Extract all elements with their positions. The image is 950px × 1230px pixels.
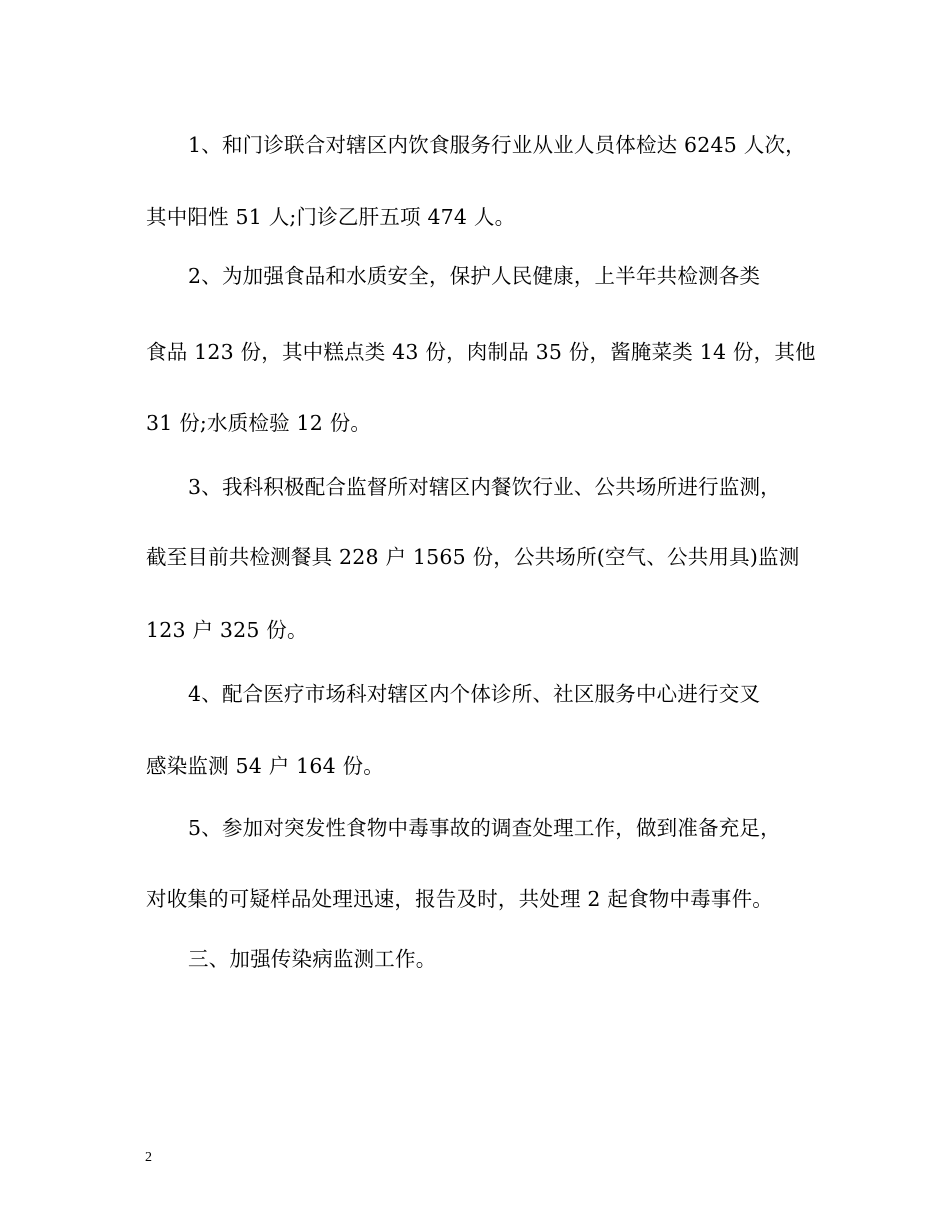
paragraph-1-line-2: 其中阳性 51 人;门诊乙肝五项 474 人。 xyxy=(146,205,516,229)
page-number: 2 xyxy=(145,1150,152,1165)
paragraph-5-line-2: 对收集的可疑样品处理迅速，报告及时，共处理 2 起食物中毒事件。 xyxy=(146,887,773,911)
paragraph-2-line-3: 31 份;水质检验 12 份。 xyxy=(146,411,372,435)
section-heading: 三、加强传染病监测工作。 xyxy=(188,947,437,971)
paragraph-3-line-3: 123 户 325 份。 xyxy=(146,618,308,642)
paragraph-3-line-2: 截至目前共检测餐具 228 户 1565 份，公共场所(空气、公共用具)监测 xyxy=(146,545,800,569)
paragraph-4-line-2: 感染监测 54 户 164 份。 xyxy=(146,754,384,778)
paragraph-1-line-1: 1、和门诊联合对辖区内饮食服务行业从业人员体检达 6245 人次， xyxy=(188,133,806,157)
paragraph-4-line-1: 4、配合医疗市场科对辖区内个体诊所、社区服务中心进行交叉 xyxy=(188,682,761,706)
paragraph-2-line-1: 2、为加强食品和水质安全，保护人民健康，上半年共检测各类 xyxy=(188,264,761,288)
paragraph-5-line-1: 5、参加对突发性食物中毒事故的调查处理工作，做到准备充足， xyxy=(188,816,781,840)
paragraph-2-line-2: 食品 123 份，其中糕点类 43 份，肉制品 35 份，酱腌菜类 14 份，其他 xyxy=(146,340,816,364)
paragraph-3-line-1: 3、我科积极配合监督所对辖区内餐饮行业、公共场所进行监测， xyxy=(188,475,781,499)
